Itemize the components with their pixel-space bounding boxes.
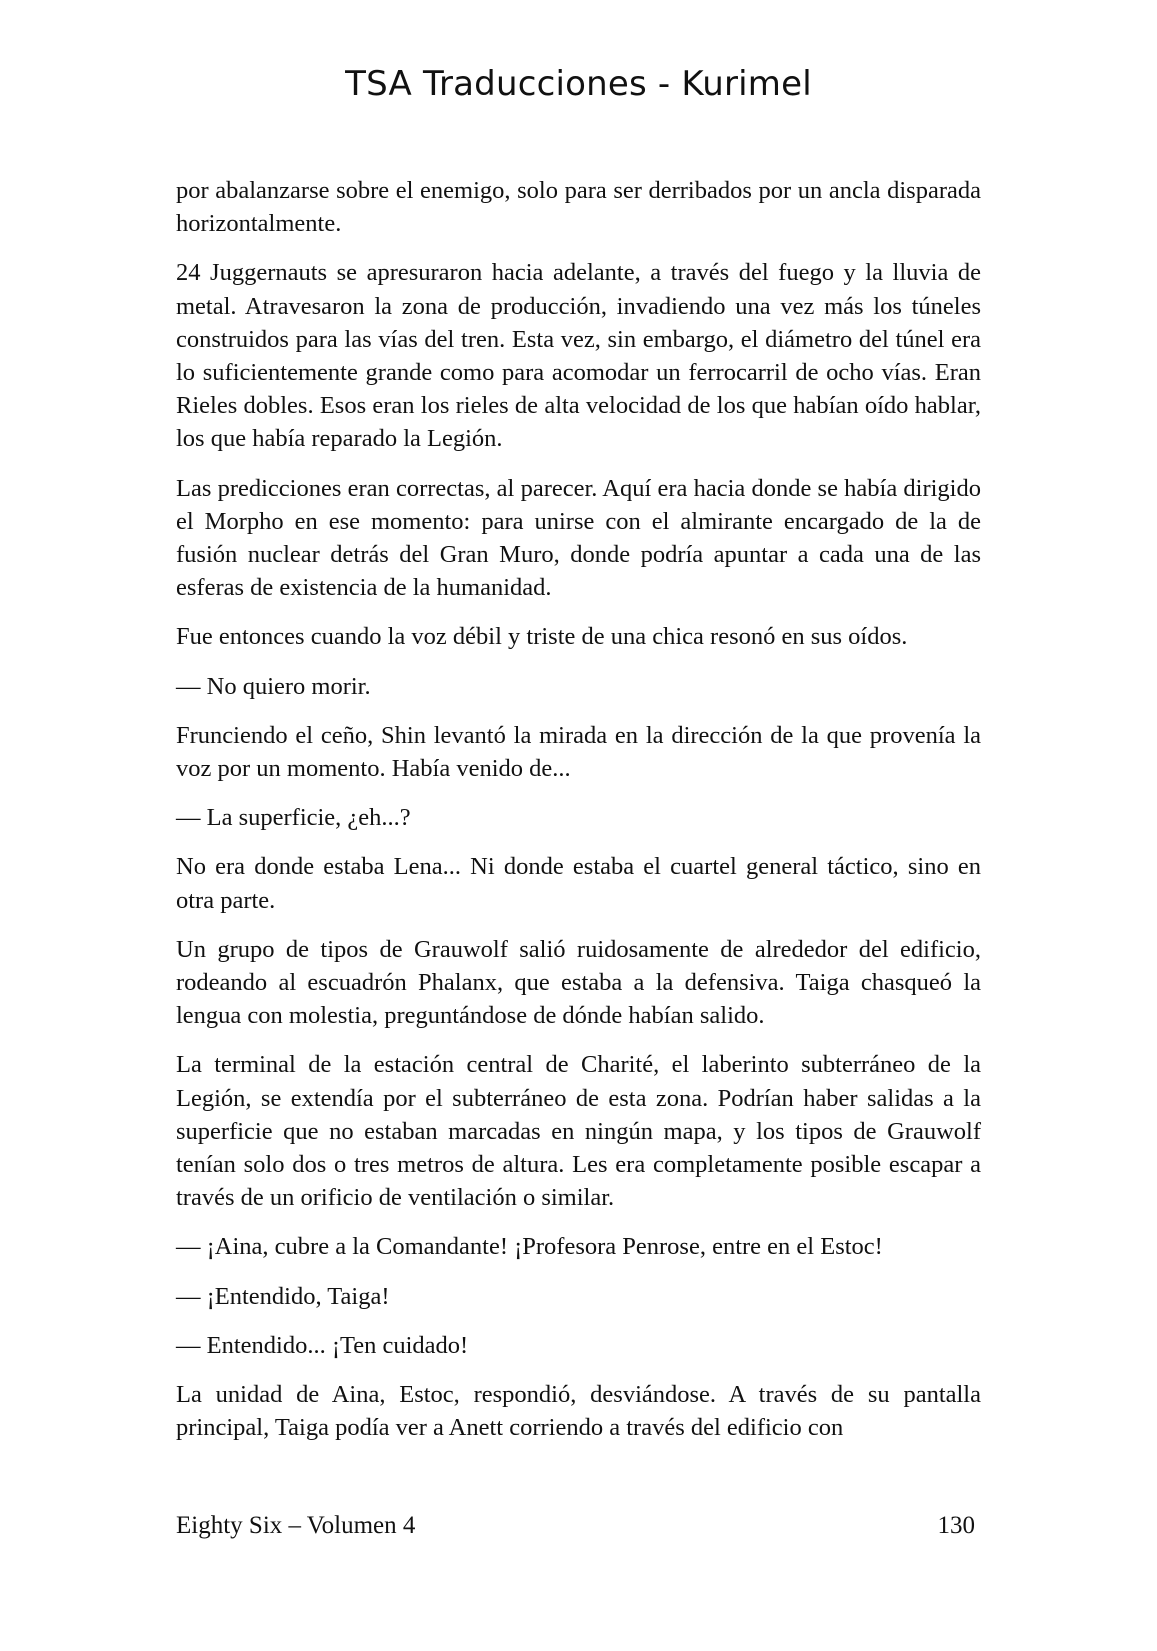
book-title: Eighty Six – Volumen 4 [176,1512,416,1539]
paragraph: La terminal de la estación central de Charité, el laberinto subterráneo de la Legión, se extendía por el subterráneo de esta zona. Podrían haber salidas a la superficie que no estaban marcadas en ningún mapa, y los tipos de Grauwolf tenían solo dos o tres metros de altura. Les era completamente posible escapar a través de un orificio de ventilación o similar. [176,1051,981,1212]
paragraph: por abalanzarse sobre el enemigo, solo para ser derribados por un ancla disparada horizontalmente. [176,177,981,238]
page-header: TSA Traducciones - Kurimel [345,64,812,104]
dialogue-line: — No quiero morir. [176,672,371,700]
paragraph: Las predicciones eran correctas, al parecer. Aquí era hacia donde se había dirigido el Morpho en ese momento: para unirse con el almirante encargado de la de fusión nuclear detrás del Gran Muro, donde podría apuntar a cada una de las esferas de existencia de la humanidad. [176,474,981,602]
page-number: 130 [937,1512,975,1539]
page-footer [176,1512,981,1540]
dialogue-line: — La superficie, ¿eh...? [176,804,411,832]
dialogue-line: — ¡Aina, cubre a la Comandante! ¡Profesora Penrose, entre en el Estoc! [176,1233,883,1261]
dialogue-line: — Entendido... ¡Ten cuidado! [176,1331,469,1359]
paragraph: No era donde estaba Lena... Ni donde estaba el cuartel general táctico, sino en otra parte. [176,853,981,914]
paragraph: Frunciendo el ceño, Shin levantó la mirada en la dirección de la que provenía la voz por un momento. Había venido de... [176,721,981,783]
paragraph: La unidad de Aina, Estoc, respondió, desviándose. A través de su pantalla principal, Taiga podía ver a Anett corriendo a través del edificio con [176,1381,981,1442]
paragraph: Fue entonces cuando la voz débil y triste de una chica resonó en sus oídos. [176,623,908,651]
dialogue-line: — ¡Entendido, Taiga! [176,1282,390,1310]
body-text [176,174,981,1461]
paragraph: 24 Juggernauts se apresuraron hacia adelante, a través del fuego y la lluvia de metal. Atravesaron la zona de producción, invadiendo una vez más los túneles construidos para las vías del tren. Esta vez, sin embargo, el diámetro del túnel era lo suficientemente grande como para acomodar un ferrocarril de ocho vías. Eran Rieles dobles. Esos eran los rieles de alta velocidad de los que habían oído hablar, los que había reparado la Legión. [176,259,981,453]
paragraph: Un grupo de tipos de Grauwolf salió ruidosamente de alrededor del edificio, rodeando al escuadrón Phalanx, que estaba a la defensiva. Taiga chasqueó la lengua con molestia, preguntándose de dónde habían salido. [176,935,981,1030]
